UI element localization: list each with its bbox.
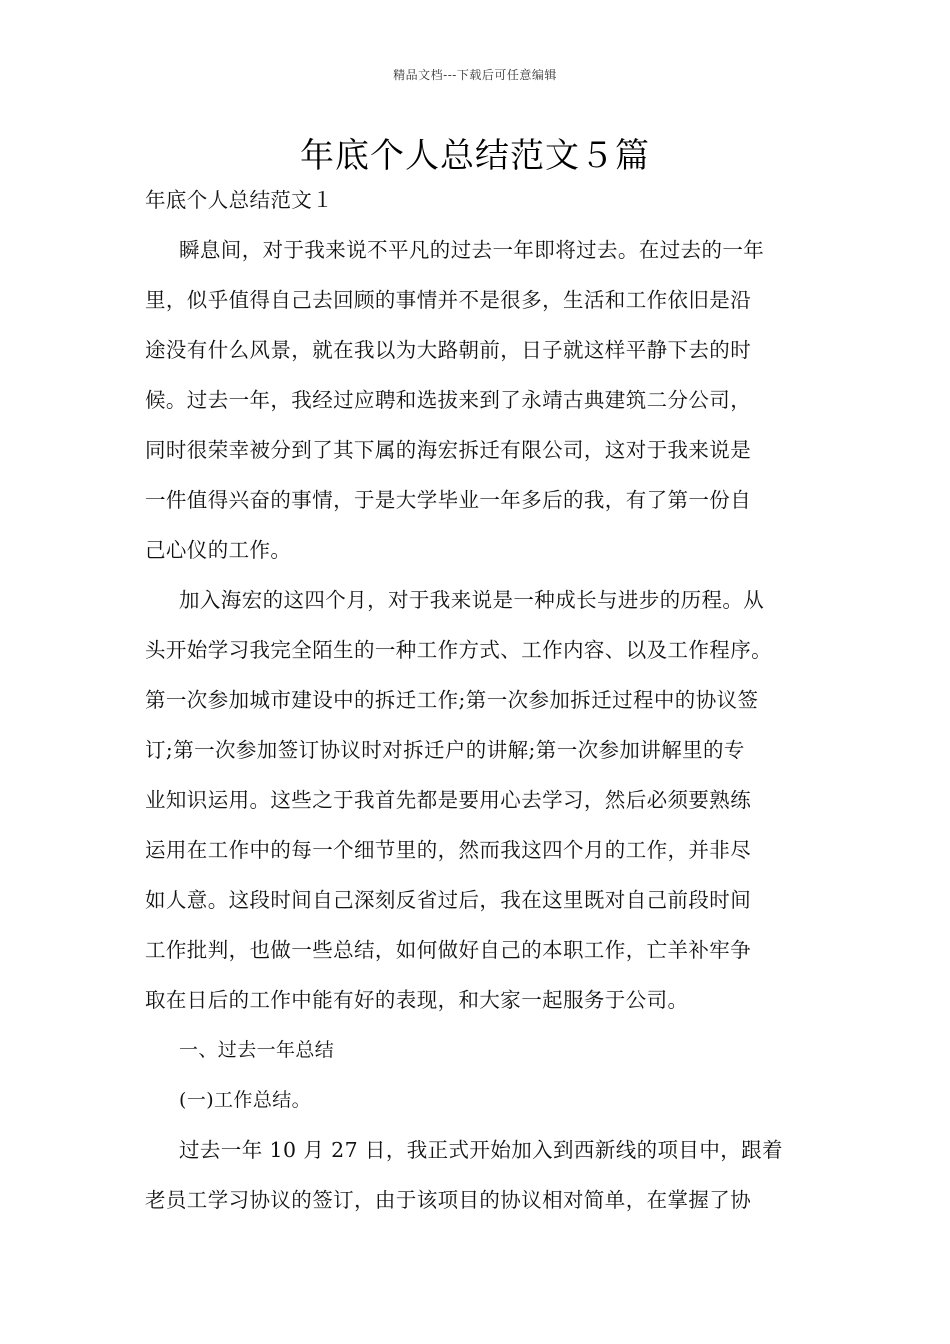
paragraph-line: 订;第一次参加签订协议时对拆迁户的讲解;第一次参加讲解里的专	[145, 738, 745, 762]
paragraph-line: 候。过去一年，我经过应聘和选拔来到了永靖古典建筑二分公司，	[145, 388, 752, 412]
paragraph-line: 工作批判，也做一些总结，如何做好自己的本职工作，亡羊补牢争	[145, 938, 752, 962]
subsection-heading: 一、过去一年总结	[179, 1039, 335, 1061]
paragraph-line: 加入海宏的这四个月，对于我来说是一种成长与进步的历程。从	[179, 588, 765, 612]
document-title: 年底个人总结范文５篇	[300, 136, 650, 176]
paragraph-line: 同时很荣幸被分到了其下属的海宏拆迁有限公司，这对于我来说是	[145, 438, 752, 462]
paragraph-line: 头开始学习我完全陌生的一种工作方式、工作内容、以及工作程序。	[145, 638, 772, 662]
paragraph-line: 途没有什么风景，就在我以为大路朝前，日子就这样平静下去的时	[145, 338, 752, 362]
paragraph-line: 一件值得兴奋的事情，于是大学毕业一年多后的我，有了第一份自	[145, 488, 752, 512]
paragraph-line: 第一次参加城市建设中的拆迁工作;第一次参加拆迁过程中的协议签	[145, 688, 759, 712]
paragraph-line: 老员工学习协议的签订，由于该项目的协议相对简单，在掌握了协	[145, 1188, 752, 1212]
paragraph-line: 里，似乎值得自己去回顾的事情并不是很多，生活和工作依旧是沿	[145, 288, 752, 312]
section-heading: 年底个人总结范文１	[145, 188, 334, 212]
paragraph-line: 瞬息间，对于我来说不平凡的过去一年即将过去。在过去的一年	[179, 238, 765, 262]
subsection-heading: (一)工作总结。	[179, 1089, 312, 1111]
paragraph-line: 业知识运用。这些之于我首先都是要用心去学习，然后必须要熟练	[145, 788, 752, 812]
paragraph-line: 如人意。这段时间自己深刻反省过后，我在这里既对自己前段时间	[145, 888, 752, 912]
paragraph-line: 己心仪的工作。	[145, 538, 292, 562]
document-body	[145, 183, 810, 1233]
paragraph-line: 取在日后的工作中能有好的表现，和大家一起服务于公司。	[145, 988, 689, 1012]
paragraph-line: 运用在工作中的每一个细节里的，然而我这四个月的工作，并非尽	[145, 838, 752, 862]
paragraph-line: 过去一年 10 月 27 日，我正式开始加入到西新线的项目中，跟着	[179, 1138, 783, 1162]
header-note: 精品文档---下载后可任意编辑	[393, 68, 557, 82]
